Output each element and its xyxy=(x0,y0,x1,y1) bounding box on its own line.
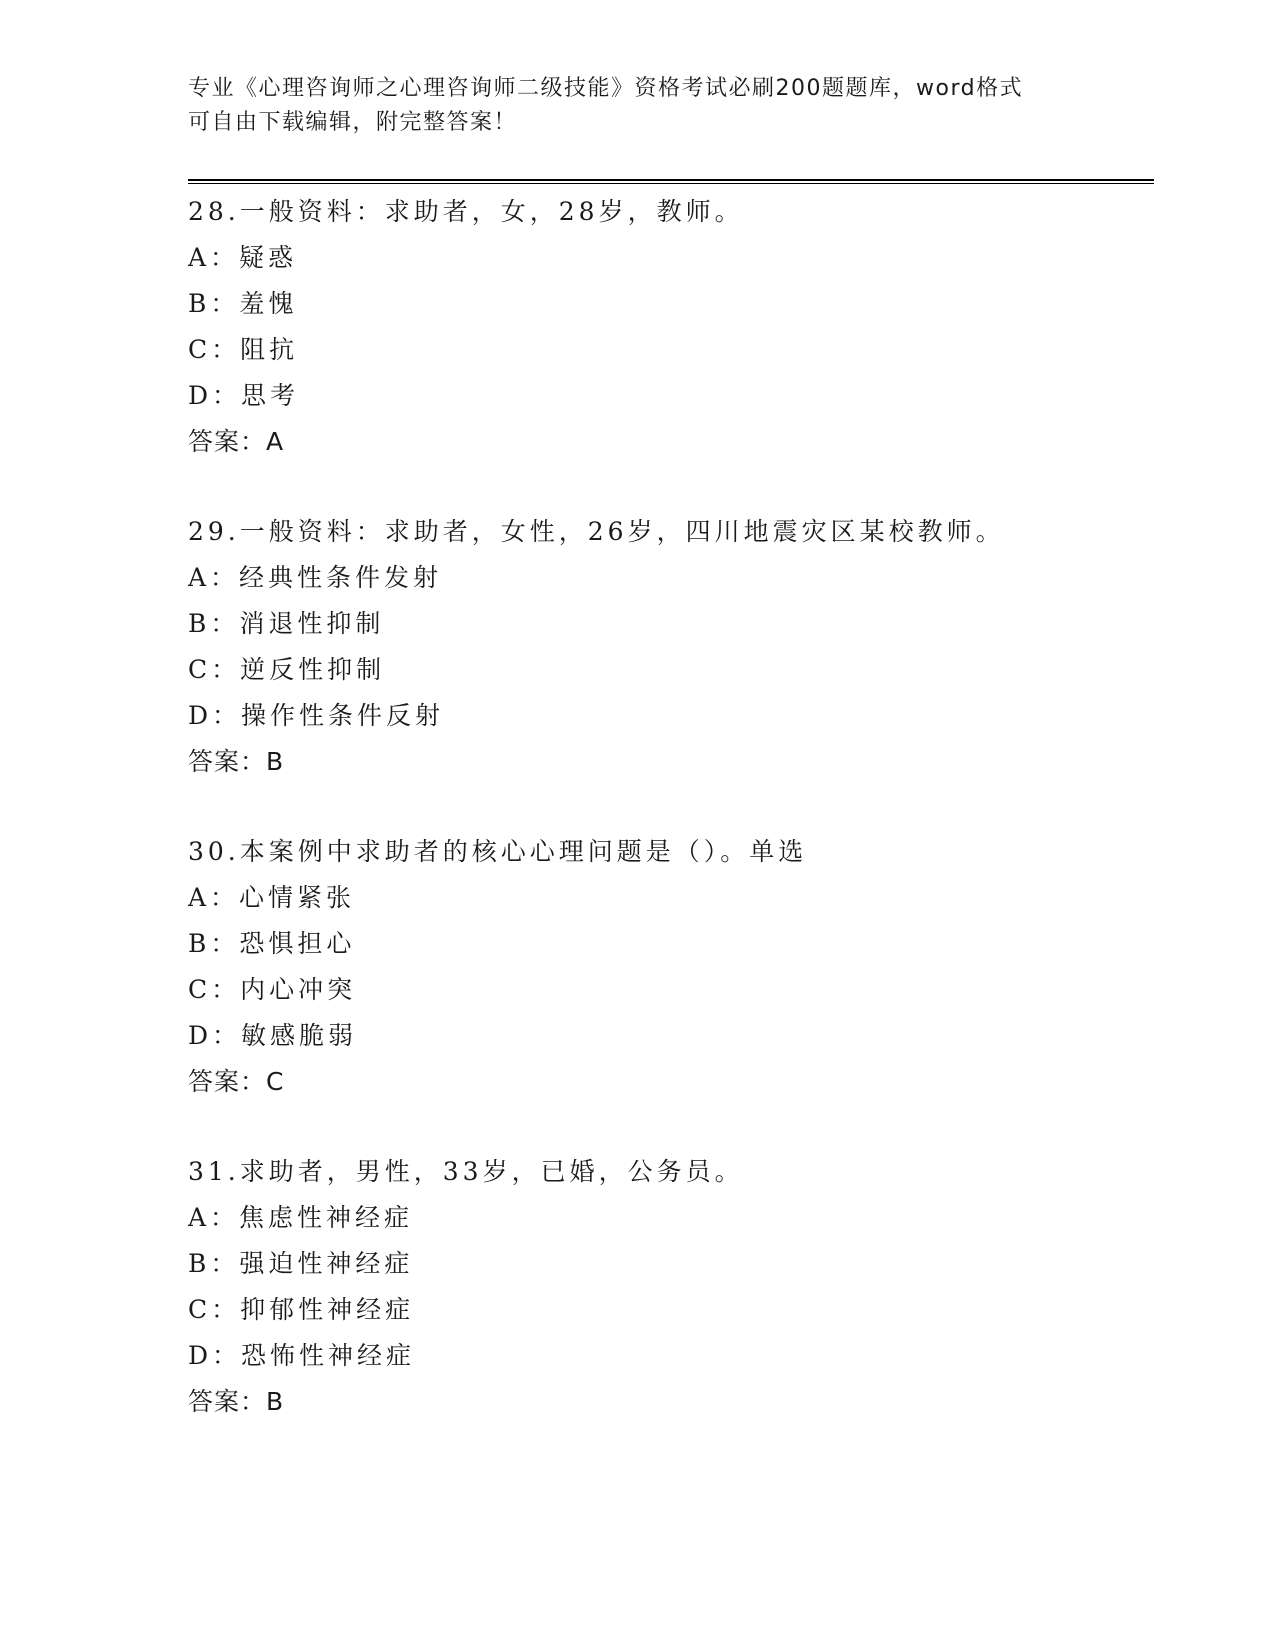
answer-line: 答案：C xyxy=(188,1067,285,1096)
answer-line: 答案：B xyxy=(188,747,285,776)
option-c: C：逆反性抑制 xyxy=(188,655,386,684)
option-a: A：心情紧张 xyxy=(188,883,356,912)
question-stem: 30.本案例中求助者的核心心理问题是（）。单选 xyxy=(188,837,808,866)
option-c: C：抑郁性神经症 xyxy=(188,1295,415,1324)
answer-line: 答案：A xyxy=(188,427,285,456)
option-d: D：操作性条件反射 xyxy=(188,701,445,730)
option-c: C：内心冲突 xyxy=(188,975,357,1004)
question-block xyxy=(188,1149,1148,1425)
option-a: A：焦虑性神经症 xyxy=(188,1203,414,1232)
answer-line: 答案：B xyxy=(188,1387,285,1416)
question-block xyxy=(188,829,1148,1105)
header-divider-thick xyxy=(188,179,1154,181)
option-b: B：消退性抑制 xyxy=(188,609,385,638)
option-b: B：强迫性神经症 xyxy=(188,1249,414,1278)
option-a: A：经典性条件发射 xyxy=(188,563,443,592)
option-d: D：思考 xyxy=(188,381,300,410)
question-block xyxy=(188,509,1148,785)
option-a: A：疑惑 xyxy=(188,243,298,272)
question-stem: 29.一般资料：求助者，女性，26岁，四川地震灾区某校教师。 xyxy=(188,517,1005,546)
header-divider-thin xyxy=(188,183,1154,184)
option-c: C：阻抗 xyxy=(188,335,299,364)
option-d: D：敏感脆弱 xyxy=(188,1021,358,1050)
header-line-2: 可自由下载编辑，附完整答案！ xyxy=(188,110,518,135)
question-stem: 28.一般资料：求助者，女，28岁，教师。 xyxy=(188,197,744,226)
option-d: D：恐怖性神经症 xyxy=(188,1341,416,1370)
option-b: B：恐惧担心 xyxy=(188,929,356,958)
document-header xyxy=(188,72,1088,140)
question-stem: 31.求助者，男性，33岁，已婚，公务员。 xyxy=(188,1157,744,1186)
header-line-1: 专业《心理咨询师之心理咨询师二级技能》资格考试必刷200题题库，word格式 xyxy=(188,76,1024,101)
option-b: B：羞愧 xyxy=(188,289,298,318)
question-block xyxy=(188,189,1148,465)
